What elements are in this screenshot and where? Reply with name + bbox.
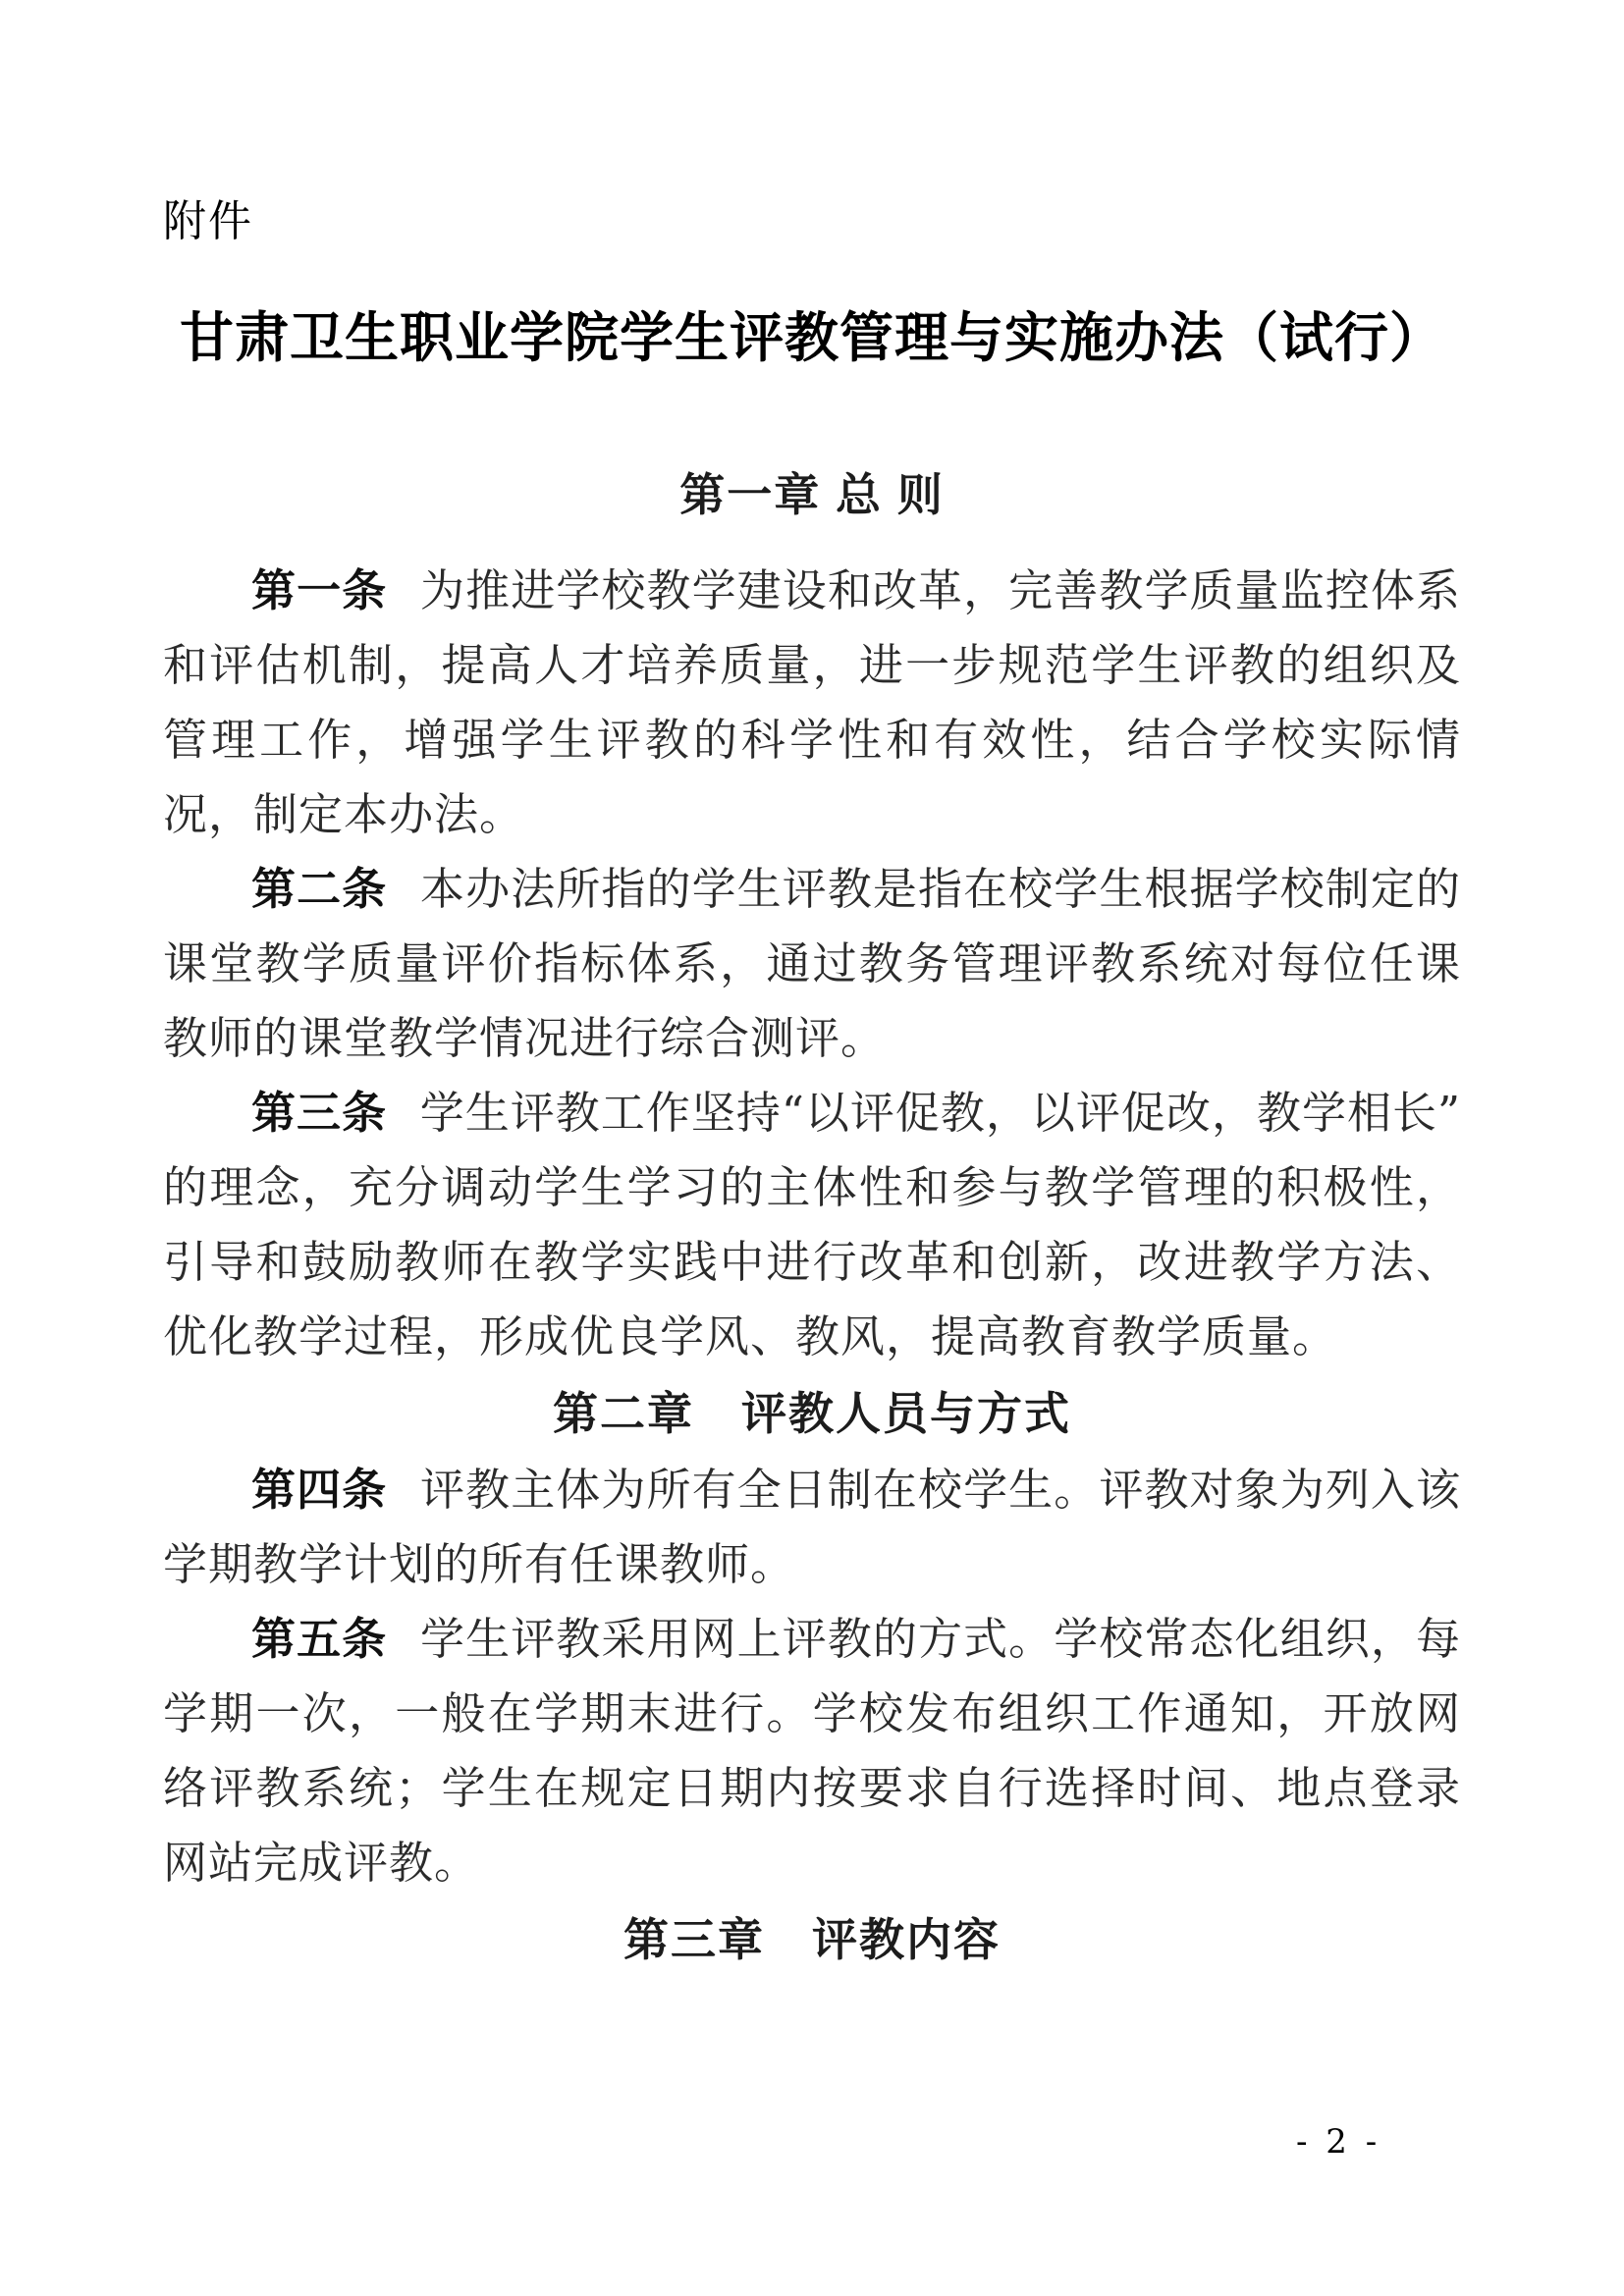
article-3 [163, 1076, 1461, 1374]
article-5-text: 学生评教采用网上评教的方式。学校常态化组织，每学期一次，一般在学期末进行。学校发布组织工作通知，开放网络评教系统；学生在规定日期内按要求自行选择时间、地点登录网站完成评教。 [163, 1613, 1461, 1889]
article-2 [163, 852, 1461, 1076]
document-title: 甘肃卫生职业学院学生评教管理与实施办法（试行） [179, 305, 1444, 369]
chapter-heading-2: 第二章 评教人员与方式 [553, 1388, 1071, 1439]
article-4-label: 第四条 [251, 1464, 388, 1516]
article-1-text: 为推进学校教学建设和改革，完善教学质量监控体系和评估机制，提高人才培养质量，进一步规范学生评教的组织及管理工作，增强学生评教的科学性和有效性，结合学校实际情况，制定本办法。 [163, 564, 1461, 840]
chapter-heading-3: 第三章 评教内容 [623, 1914, 1001, 1965]
article-5-label: 第五条 [251, 1613, 388, 1665]
article-4-text: 评教主体为所有全日制在校学生。评教对象为列入该学期教学计划的所有任课教师。 [163, 1464, 1461, 1590]
article-3-text: 学生评教工作坚持“以评促教，以评促改，教学相长”的理念，充分调动学生学习的主体性和参与教学管理的积极性，引导和鼓励教师在教学实践中进行改革和创新，改进教学方法、优化教学过程，形成优良学风、教风，提高教育教学质量。 [163, 1087, 1461, 1362]
page-number: - 2 - [1296, 2122, 1381, 2162]
article-1 [163, 554, 1461, 852]
article-2-text: 本办法所指的学生评教是指在校学生根据学校制定的课堂教学质量评价指标体系，通过教务管理评教系统对每位任课教师的课堂教学情况进行综合测评。 [163, 863, 1461, 1064]
article-4 [163, 1453, 1461, 1602]
chapter-heading-1: 第一章 总 则 [679, 469, 945, 520]
article-2-label: 第二条 [251, 863, 388, 915]
article-1-label: 第一条 [251, 564, 388, 616]
article-3-label: 第三条 [251, 1087, 388, 1139]
attachment-label: 附件 [163, 197, 253, 245]
article-5 [163, 1602, 1461, 1900]
